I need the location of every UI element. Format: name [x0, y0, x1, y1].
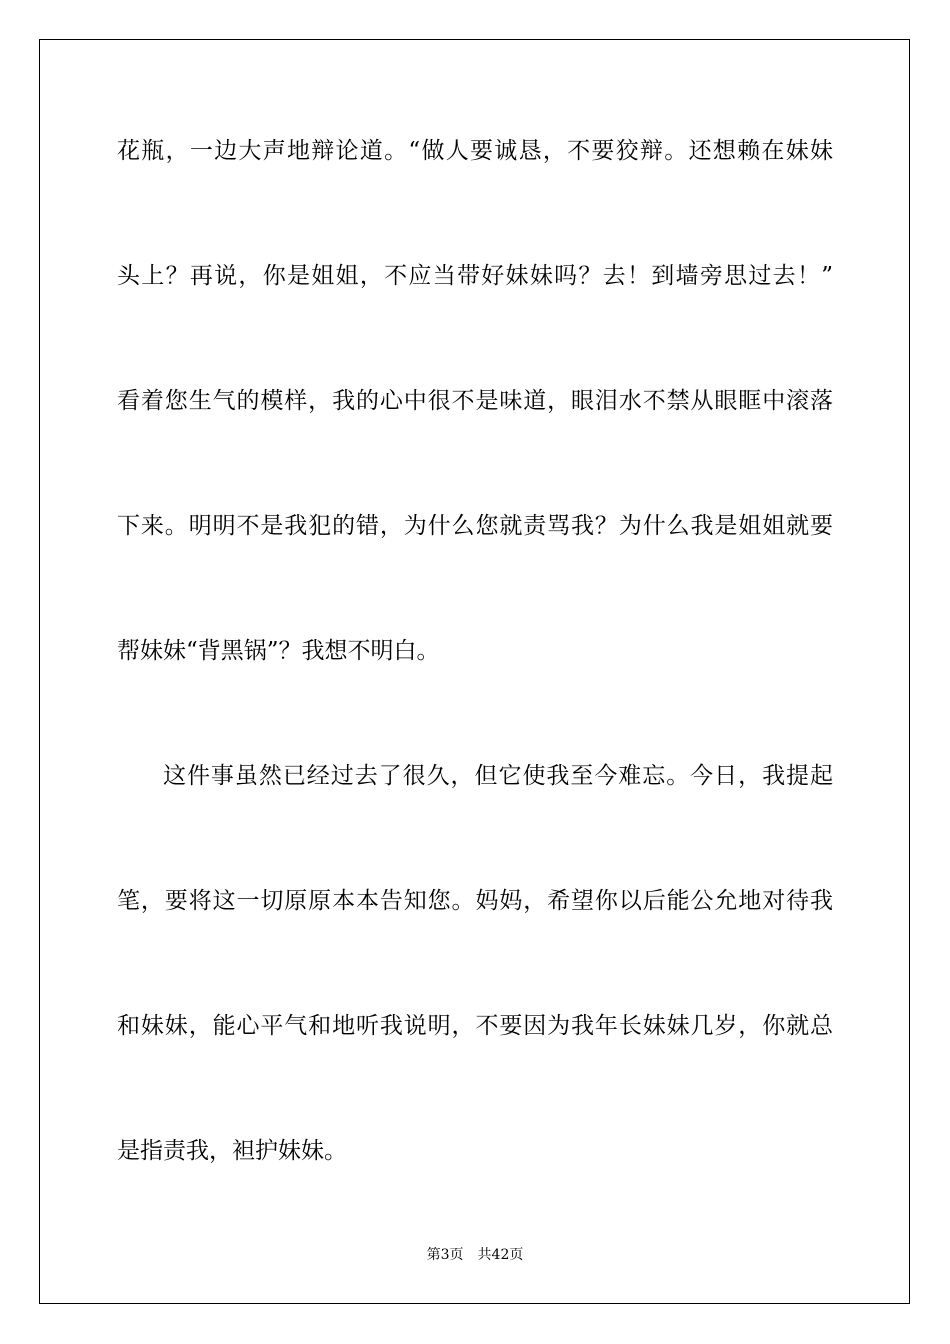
page-footer [0, 1246, 950, 1264]
text-line-4: 下来。明明不是我犯的错，为什么您就责骂我？为什么我是姐姐就要 [117, 513, 833, 539]
total-page-count: 共42页 [477, 1247, 524, 1263]
text-line-7: 笔，要将这一切原原本本告知您。妈妈，希望你以后能公允地对待我 [117, 888, 833, 914]
text-line-2: 头上？再说，你是姐姐，不应当带好妹妹吗？去！到墙旁思过去！” [117, 263, 833, 289]
text-line-5: 帮妹妹“背黑锅”？我想不明白。 [117, 638, 440, 664]
text-line-6: 这件事虽然已经过去了很久，但它使我至今难忘。今日，我提起 [163, 763, 833, 789]
text-line-3: 看着您生气的模样，我的心中很不是味道，眼泪水不禁从眼眶中滚落 [117, 388, 833, 414]
text-line-8: 和妹妹，能心平气和地听我说明，不要因为我年长妹妹几岁，你就总 [117, 1013, 833, 1039]
text-line-9: 是指责我，袒护妹妹。 [117, 1138, 347, 1164]
page-border [39, 39, 910, 1304]
current-page-number: 第3页 [426, 1247, 464, 1263]
text-line-1: 花瓶，一边大声地辩论道。“做人要诚恳，不要狡辩。还想赖在妹妹 [117, 138, 833, 164]
